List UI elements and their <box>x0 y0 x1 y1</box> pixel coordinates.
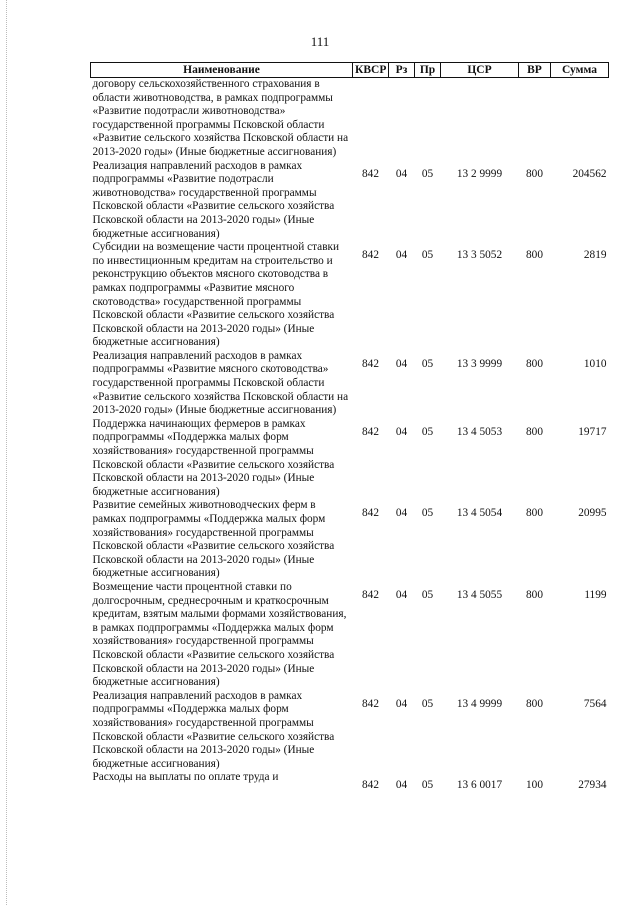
table-row <box>91 160 609 242</box>
table-row <box>91 418 609 500</box>
cell-name: Расходы на выплаты по оплате труда и <box>92 771 279 784</box>
cell-sum: 1199 <box>584 588 607 601</box>
cell-vr: 800 <box>526 507 543 520</box>
cell-rz: 04 <box>395 588 408 601</box>
page-number: 111 <box>310 34 330 49</box>
cell-kvsr: 842 <box>362 588 379 601</box>
cell-sum: 204562 <box>572 167 607 180</box>
cell-kvsr: 842 <box>362 357 379 370</box>
cell-pr: 05 <box>421 249 434 262</box>
cell-name: Возмещение части процентной ставки по долгосрочным, среднесрочным и краткосрочным кредитам, взятым малыми формами хозяйствования, в рамках подпрограммы «Поддержка малых форм хозяйствования» государственной программы Псковской области «Развитие сельского хозяйства Псковской области на 2013-2020 годы» (Иные бюджетные ассигнования) <box>92 580 347 689</box>
continuation-row <box>91 78 609 160</box>
table-row <box>91 241 609 350</box>
budget-table <box>90 62 609 793</box>
cell-rz: 04 <box>395 507 408 520</box>
continuation-text: договору сельскохозяйственного страхования в области животноводства, в рамках подпрограммы «Развитие подотрасли животноводства» государственной программы Псковской области «Развитие сельского хозяйства Псковской области на 2013-2020 годы» (Иные бюджетные ассигнования) <box>92 78 349 158</box>
cell-csr: 13 2 9999 <box>456 167 503 180</box>
header-rz: Рз <box>389 63 415 78</box>
cell-kvsr: 842 <box>362 779 379 792</box>
cell-name: Поддержка начинающих фермеров в рамках подпрограммы «Поддержка малых форм хозяйствования» государственной программы Псковской области «Развитие сельского хозяйства Псковской области на 2013-2020 годы» (Иные бюджетные ассигнования) <box>92 417 335 498</box>
cell-name: Реализация направлений расходов в рамках подпрограммы «Развитие подотрасли животноводства» государственной программы Псковской области «Развитие сельского хозяйства Псковской области на 2013-2020 годы» (Иные бюджетные ассигнования) <box>92 159 335 240</box>
cell-sum: 19717 <box>578 425 607 438</box>
cell-name: Реализация направлений расходов в рамках подпрограммы «Развитие мясного скотоводства» государственной программы Псковской области «Развитие сельского хозяйства Псковской области на 2013-2020 годы» (Иные бюджетные ассигнования) <box>92 349 349 417</box>
cell-vr: 800 <box>526 357 543 370</box>
table-header-row <box>91 63 609 78</box>
cell-name: Реализация направлений расходов в рамках подпрограммы «Поддержка малых форм хозяйствования» государственной программы Псковской области «Развитие сельского хозяйства Псковской области на 2013-2020 годы» (Иные бюджетные ассигнования) <box>92 689 335 770</box>
cell-sum: 27934 <box>578 779 607 792</box>
cell-rz: 04 <box>395 425 408 438</box>
header-pr: Пр <box>415 63 441 78</box>
cell-pr: 05 <box>421 779 434 792</box>
cell-vr: 800 <box>526 167 543 180</box>
cell-csr: 13 4 5053 <box>456 425 503 438</box>
cell-rz: 04 <box>395 357 408 370</box>
cell-rz: 04 <box>395 167 408 180</box>
cell-rz: 04 <box>395 697 408 710</box>
cell-vr: 800 <box>526 249 543 262</box>
cell-vr: 800 <box>526 425 543 438</box>
cell-pr: 05 <box>421 425 434 438</box>
header-kvsr: КВСР <box>353 63 389 78</box>
cell-sum: 7564 <box>583 697 607 710</box>
table-row <box>91 771 609 793</box>
cell-csr: 13 4 9999 <box>456 697 503 710</box>
header-csr: ЦСР <box>441 63 519 78</box>
cell-csr: 13 4 5054 <box>456 507 503 520</box>
cell-rz: 04 <box>395 779 408 792</box>
cell-name: Субсидии на возмещение части процентной ставки по инвестиционным кредитам на строительство и реконструкцию объектов мясного скотоводства в рамках подпрограммы «Развитие мясного скотоводства» государственной программы Псковской области «Развитие сельского хозяйства Псковской области на 2013-2020 годы» (Иные бюджетные ассигнования) <box>92 241 340 349</box>
cell-pr: 05 <box>421 588 434 601</box>
cell-pr: 05 <box>421 507 434 520</box>
table-row <box>91 581 609 690</box>
table-row <box>91 499 609 581</box>
cell-kvsr: 842 <box>362 507 379 520</box>
header-vr: ВР <box>519 63 551 78</box>
cell-kvsr: 842 <box>362 167 379 180</box>
cell-vr: 100 <box>526 779 543 792</box>
cell-rz: 04 <box>395 249 408 262</box>
cell-sum: 20995 <box>578 507 607 520</box>
cell-pr: 05 <box>421 167 434 180</box>
table-row <box>91 350 609 418</box>
cell-csr: 13 6 0017 <box>456 779 503 792</box>
header-name: Наименование <box>91 63 353 78</box>
scan-edge <box>6 0 7 905</box>
cell-kvsr: 842 <box>362 425 379 438</box>
cell-sum: 2819 <box>583 249 607 262</box>
cell-csr: 13 3 9999 <box>456 357 503 370</box>
cell-pr: 05 <box>421 697 434 710</box>
cell-csr: 13 4 5055 <box>456 588 503 601</box>
cell-sum: 1010 <box>583 357 607 370</box>
table-row <box>91 690 609 772</box>
cell-vr: 800 <box>526 588 543 601</box>
cell-kvsr: 842 <box>362 249 379 262</box>
cell-name: Развитие семейных животноводческих ферм в рамках подпрограммы «Поддержка малых форм хозяйствования» государственной программы Псковской области «Развитие сельского хозяйства Псковской области на 2013-2020 годы» (Иные бюджетные ассигнования) <box>92 499 335 580</box>
header-sum: Сумма <box>551 63 609 78</box>
cell-kvsr: 842 <box>362 697 379 710</box>
cell-pr: 05 <box>421 357 434 370</box>
cell-csr: 13 3 5052 <box>456 249 503 262</box>
cell-vr: 800 <box>526 697 543 710</box>
